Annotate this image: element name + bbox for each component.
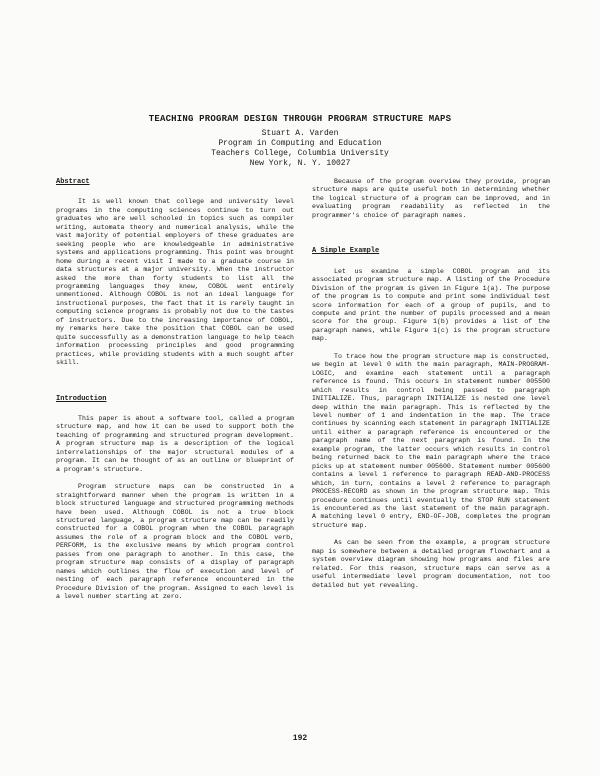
- left-column: [56, 178, 294, 610]
- introduction-paragraph-2: Program structure maps can be constructed in a straightforward manner when the program is written in a block structured language and structured programming methods have been used. Although COBOL is not a true block structured language, a program structure map can be readily constructed for a COBOL program when the COBOL paragraph assumes the role of a program block and the COBOL verb, PERFORM, is the exclusive means by which program control passes from one paragraph to another. In this case, the program structure map consists of a display of paragraph names which outlines the flow of execution and level of nesting of each paragraph reference encountered in the Procedure Division of the program. Assigned to each level is a level number starting at zero.: [56, 483, 294, 601]
- author-block: [0, 129, 600, 169]
- introduction-heading: Introduction: [56, 394, 107, 403]
- abstract-paragraph: It is well known that college and university level programs in the computing sciences continue to turn out graduates who are well schooled in topics such as compiler writing, automata theory and numerical analysis, while the vast majority of potential employers of these graduates are seeking people who are knowledgeable in administrative systems and applications programming. This point was brought home during a recent visit I made to a graduate course in data structures at a major university. When the instructor asked the more than forty students to list all the programming languages they knew, COBOL went entirely unmentioned. Although COBOL is not an ideal language for instructional purposes, the fact that it is rarely taught in computing science programs is probably not due to the tastes of instructors. Due to the increasing importance of COBOL, my remarks here take the position that COBOL can be used quite successfully as a demonstration language to help teach information processing principles and good programming practices, while providing students with a much sought after skill.: [56, 198, 294, 367]
- abstract-heading: Abstract: [56, 178, 90, 186]
- paper-title: TEACHING PROGRAM DESIGN THROUGH PROGRAM STRUCTURE MAPS: [148, 114, 452, 124]
- overview-paragraph: Because of the program overview they provide, program structure maps are quite useful both in determining whether the logical structure of a program can be improved, and in evaluating program readability as reflected in the programmer's choice of paragraph names.: [312, 178, 550, 219]
- right-column: [312, 178, 550, 599]
- author-institution: Teachers College, Columbia University: [211, 149, 389, 158]
- example-paragraph-3: As can be seen from the example, a program structure map is somewhere between a detailed program flowchart and a system overview diagram showing how programs and files are related. For this reason, structure maps can serve as a useful intermediate level program documentation, not too detailed but yet revealing.: [312, 539, 550, 589]
- example-paragraph-2: To trace how the program structure map is constructed, we begin at level 0 with the main paragraph, MAIN-PROGRAM-LOGIC, and examine each statement until a paragraph reference is found. This occurs in statement number 005500 which results in control being passed to paragraph INITIALIZE. Thus, paragraph INITIALIZE is nested one level deep within the main paragraph. This is reflected by the level number of 1 and indentation in the map. The trace continues by scanning each statement in paragraph INITIALIZE until either a paragraph reference is encountered or the paragraph name of the next paragraph is found. In the example program, the latter occurs which results in control being returned back to the main paragraph where the trace picks up at statement number 005600. Statement number 005600 contains a level 1 reference to paragraph READ-AND-PROCESS which, in turn, contains a level 2 reference to paragraph PROCESS-RECORD as shown in the program structure map. This procedure continues until eventually the STOP RUN statement is encountered as the last statement of the main paragraph. A matching level 0 entry, END-OF-JOB, completes the program structure map.: [312, 352, 550, 529]
- author-department: Program in Computing and Education: [218, 139, 382, 148]
- example-paragraph-1: Let us examine a simple COBOL program and its associated program structure map. A listing of the Procedure Division of the program is given in Figure 1(a). The purpose of the program is to compute and print some individual test score information for each of a group of pupils, and to compute and print the number of pupils processed and a mean score for the group. Figure 1(b) provides a list of the paragraph names, while Figure 1(c) is the program structure map.: [312, 267, 550, 343]
- simple-example-heading: A Simple Example: [312, 247, 380, 256]
- page-number: 192: [292, 734, 308, 743]
- author-name: Stuart A. Varden: [261, 129, 339, 138]
- introduction-paragraph-1: This paper is about a software tool, called a program structure map, and how it can be used to support both the teaching of programming and structured program development. A program structure map is a description of the logical interrelationships of the major structural modules of a program. It can be thought of as an outline or blueprint of a program's structure.: [56, 414, 294, 473]
- author-location: New York, N. Y. 10027: [249, 159, 351, 168]
